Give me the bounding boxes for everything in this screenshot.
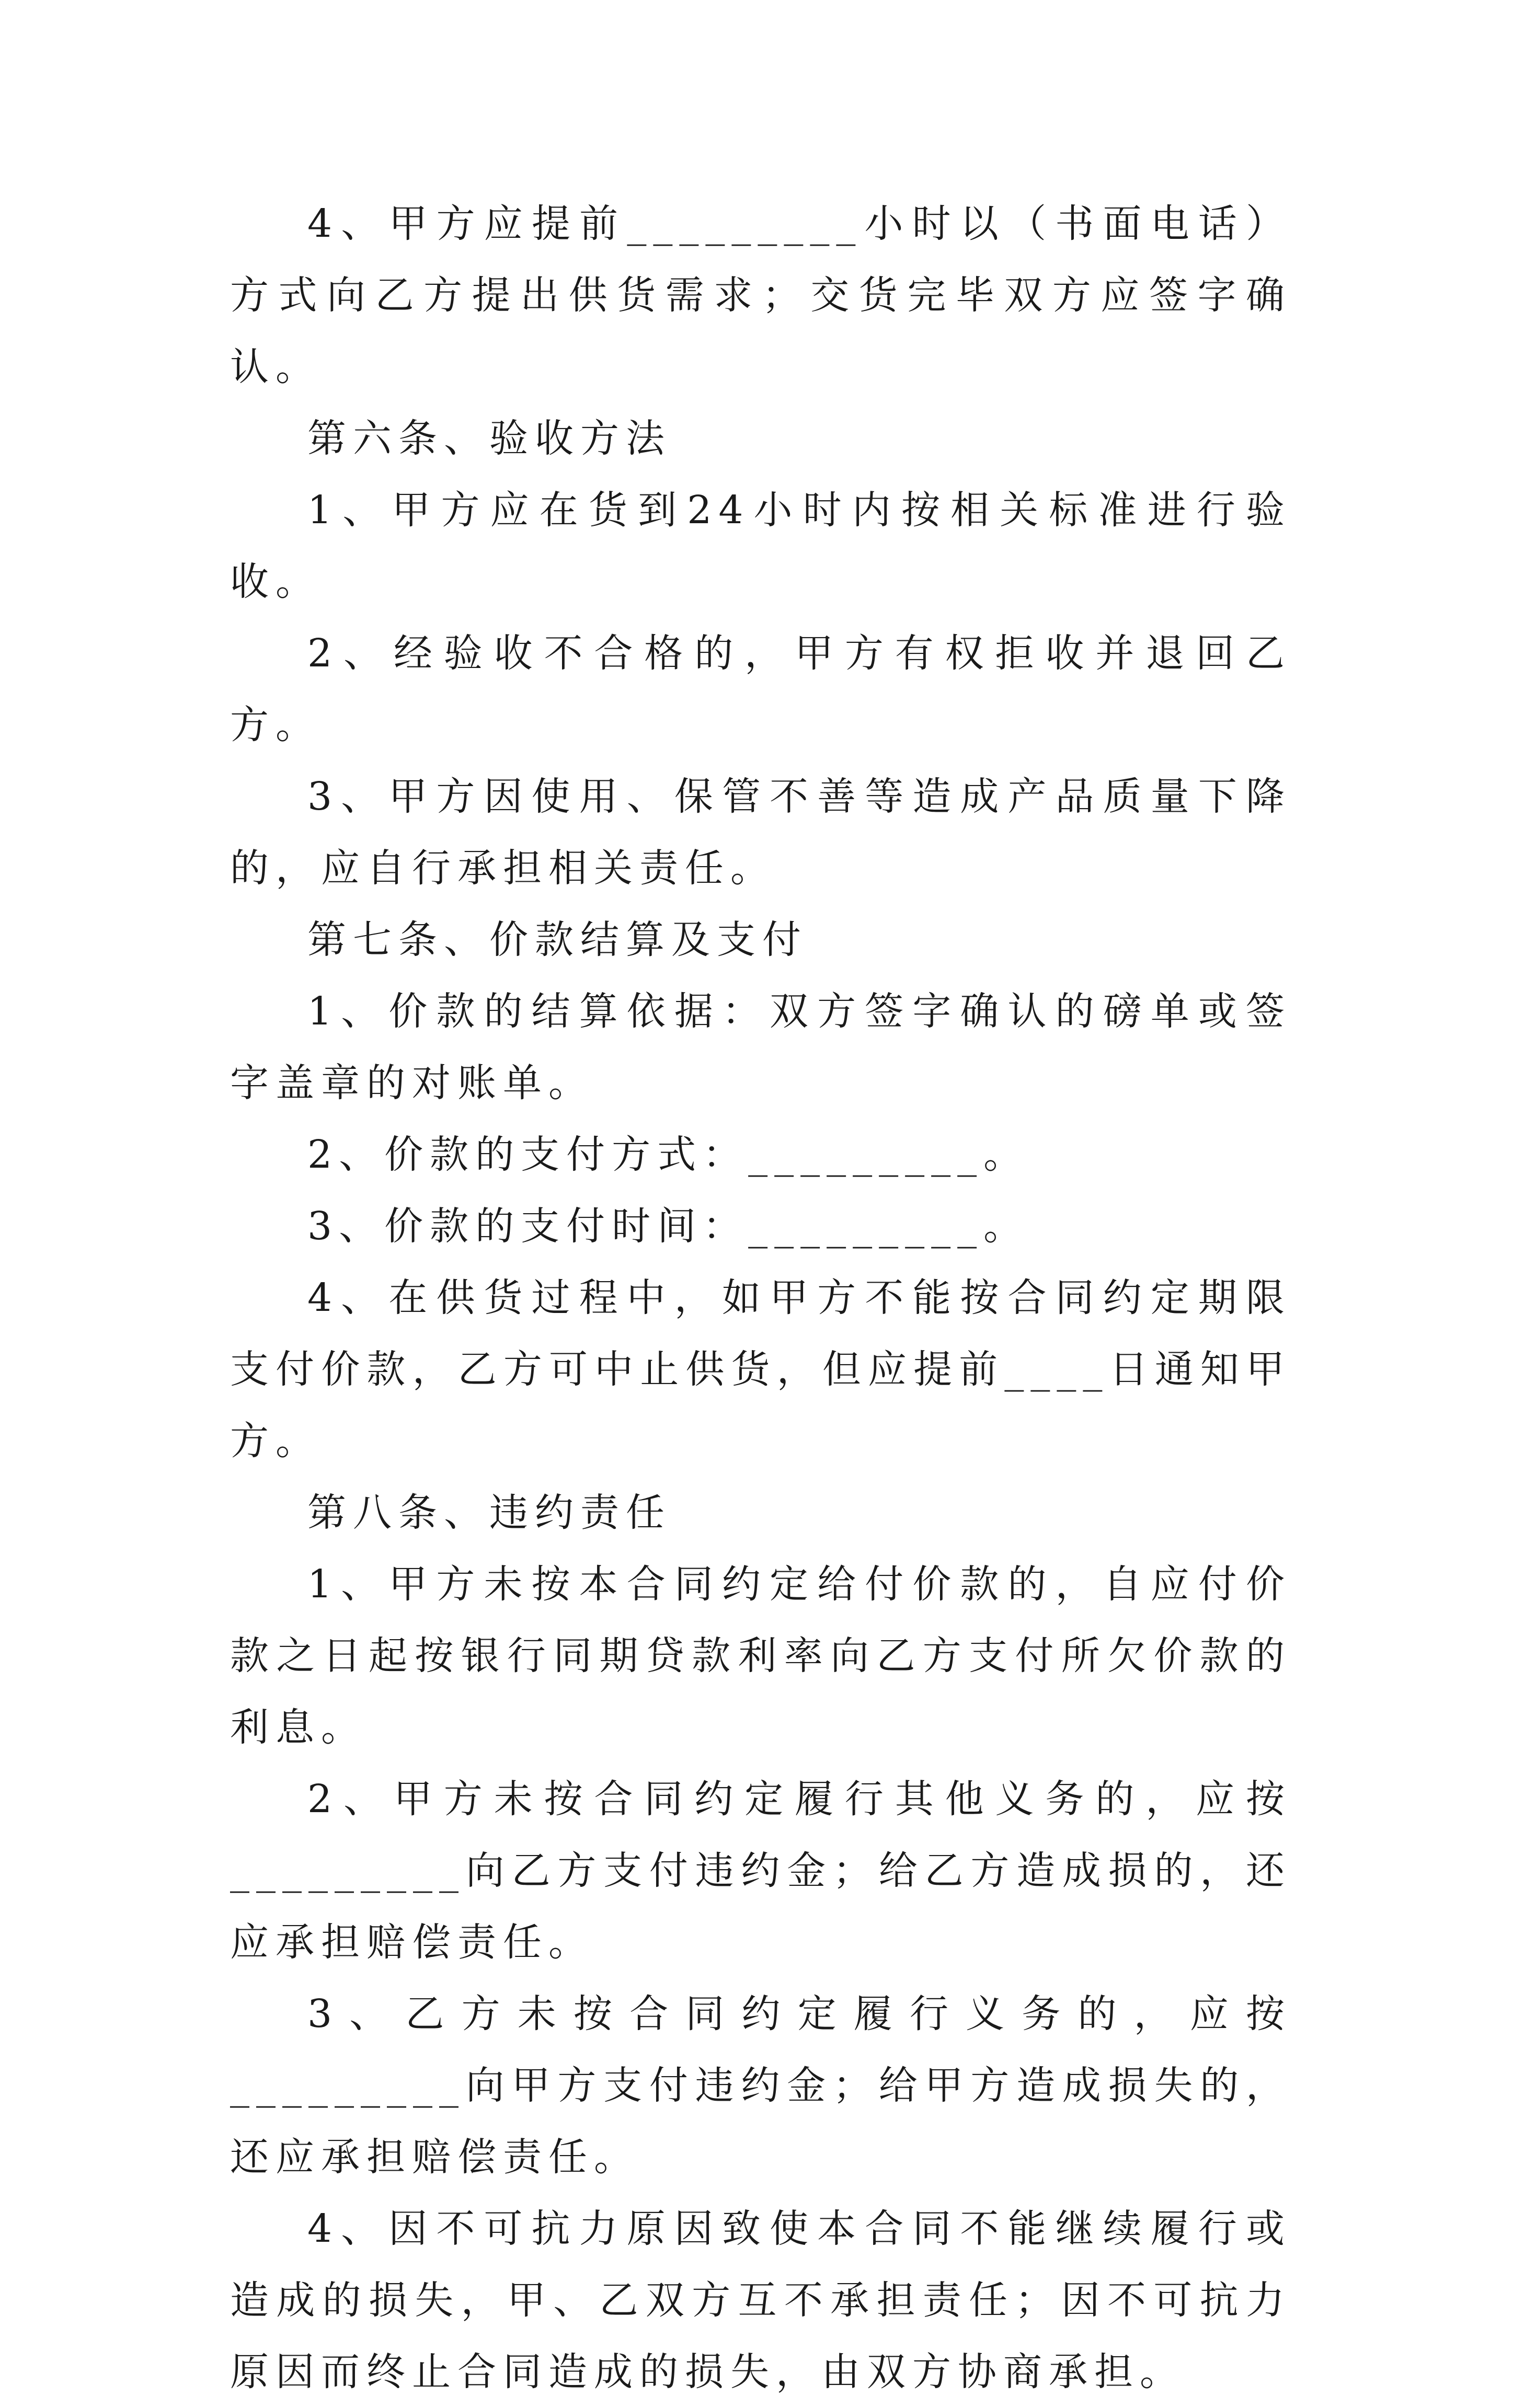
clause-5-item-4: 4、甲方应提前_________小时以（书面电话）方式向乙方提出供货需求；交货完毕双方应签字确认。	[230, 201, 1291, 389]
article-8-item-4: 4、因不可抗力原因致使本合同不能继续履行或造成的损失，甲、乙双方互不承担责任；因不可抗力原因而终止合同造成的损失，由双方协商承担。	[230, 2206, 1291, 2394]
article-6-heading: 第六条、验收方法	[307, 416, 671, 461]
article-8-heading: 第八条、违约责任	[307, 1490, 671, 1535]
article-8-item-1: 1、甲方未按本合同约定给付价款的，自应付价款之日起按银行同期贷款利率向乙方支付所欠价款的利息。	[230, 1562, 1291, 1750]
article-7-item-4: 4、在供货过程中，如甲方不能按合同约定期限支付价款，乙方可中止供货，但应提前____日通知甲方。	[230, 1275, 1291, 1464]
article-6-item-1: 1、甲方应在货到24小时内按相关标准进行验收。	[230, 488, 1291, 604]
article-6-item-2: 2、经验收不合格的，甲方有权拒收并退回乙方。	[230, 631, 1291, 747]
article-7-item-3: 3、价款的支付时间：_________。	[307, 1204, 1029, 1249]
article-8-item-2: 2、甲方未按合同约定履行其他义务的，应按_________向乙方支付违约金；给乙方造成损的，还应承担赔偿责任。	[230, 1777, 1291, 1965]
article-7-heading: 第七条、价款结算及支付	[307, 917, 808, 962]
article-7-item-2: 2、价款的支付方式：_________。	[307, 1132, 1029, 1177]
article-8-item-3: 3、乙方未按合同约定履行义务的，应按_________向甲方支付违约金；给甲方造成损失的，还应承担赔偿责任。	[230, 1991, 1291, 2180]
article-6-item-3: 3、甲方因使用、保管不善等造成产品质量下降的，应自行承担相关责任。	[230, 774, 1291, 891]
article-7-item-1: 1、价款的结算依据：双方签字确认的磅单或签字盖章的对账单。	[230, 989, 1291, 1105]
document-body	[230, 188, 1291, 2408]
